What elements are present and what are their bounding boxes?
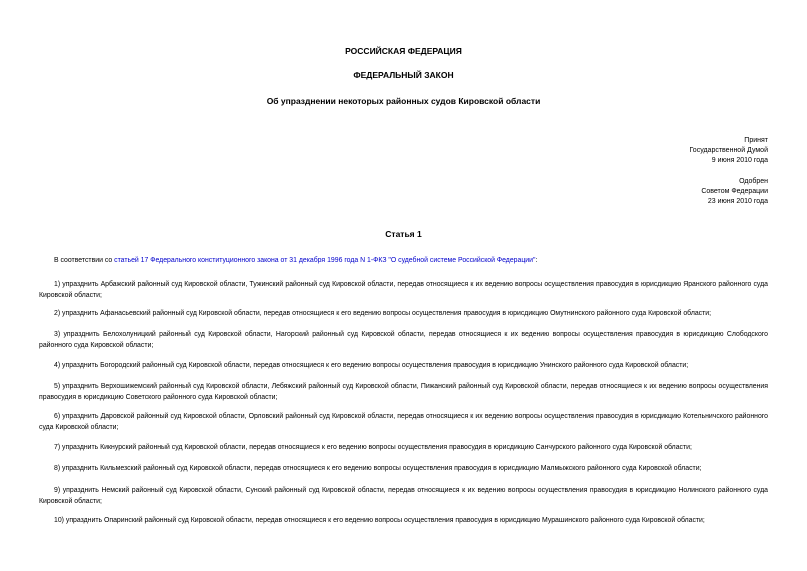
article-item: 2) упразднить Афанасьевский районный суд Кировской области, передав относящиеся к его ведению вопросы осуществления правосудия в юрисдикцию Омутнинского районного суда Кировской области; <box>54 310 712 317</box>
doc-type-heading: ФЕДЕРАЛЬНЫЙ ЗАКОН <box>353 70 454 80</box>
approval-line-1: Одобрен <box>739 178 768 185</box>
approval-line-2: Советом Федерации <box>701 188 768 195</box>
article-intro <box>39 256 768 267</box>
adoption-line-1: Принят <box>744 137 768 144</box>
intro-prefix: В соответствии со <box>54 257 115 264</box>
country-heading: РОССИЙСКАЯ ФЕДЕРАЦИЯ <box>345 46 462 56</box>
article-item: 4) упразднить Богородский районный суд Кировской области, передав относящиеся к его ведению вопросы осуществления правосудия в юрисдикцию Унинского районного суда Кировской области; <box>54 362 689 369</box>
article-heading: Статья 1 <box>385 229 422 239</box>
article-item: 6) упразднить Даровской районный суд Кировской области, Орловский районный суд Кировской области, передав относящиеся к их ведению вопросы осуществления правосудия в юрисдикцию Котельничского районного суда Кировской области; <box>39 413 768 431</box>
intro-suffix: : <box>535 257 538 264</box>
article-item: 7) упразднить Кикнурский районный суд Кировской области, передав относящиеся к его ведению вопросы осуществления правосудия в юрисдикцию Санчурского районного суда Кировской области; <box>54 444 692 451</box>
law-reference-link[interactable]: статьей 17 Федерального конституционного закона от 31 декабря 1996 года N 1-ФКЗ "О судебной системе Российской Федерации" <box>114 257 536 264</box>
adoption-line-3: 9 июня 2010 года <box>711 157 768 164</box>
article-item: 10) упразднить Опаринский районный суд Кировской области, передав относящиеся к его ведению вопросы осуществления правосудия в юрисдикцию Мурашинского районного суда Кировской области; <box>54 517 705 524</box>
law-title: Об упразднении некоторых районных судов Кировской области <box>266 96 541 106</box>
article-item: 9) упразднить Немский районный суд Кировской области, Сунский районный суд Кировской области, передав относящиеся к их ведению вопросы осуществления правосудия в юрисдикцию Нолинского районного суда Кировской области; <box>39 487 768 505</box>
adoption-block <box>689 136 768 166</box>
approval-line-3: 23 июня 2010 года <box>707 198 768 205</box>
article-item: 8) упразднить Кильмезский районный суд Кировской области, передав относящиеся к его ведению вопросы осуществления правосудия в юрисдикцию Малмыжского районного суда Кировской области; <box>54 465 702 472</box>
approval-block <box>701 177 768 207</box>
article-item: 3) упразднить Белохолуницкий районный суд Кировской области, Нагорский районный суд Кировской области, передав относящиеся к их ведению вопросы осуществления правосудия в юрисдикцию Слободского районного суда Кировской области; <box>39 331 768 349</box>
article-item: 5) упразднить Верхошижемский районный суд Кировской области, Лебяжский районный суд Кировской области, Пижанский районный суд Кировской области, передав относящиеся к их ведению вопросы осуществления правосудия в юрисдикцию Советского районного суда Кировской области; <box>39 383 768 401</box>
article-item: 1) упразднить Арбажский районный суд Кировской области, Тужинский районный суд Кировской области, передав относящиеся к их ведению вопросы осуществления правосудия в юрисдикцию Яранского районного суда Кировской области; <box>39 281 768 299</box>
adoption-line-2: Государственной Думой <box>689 147 768 154</box>
